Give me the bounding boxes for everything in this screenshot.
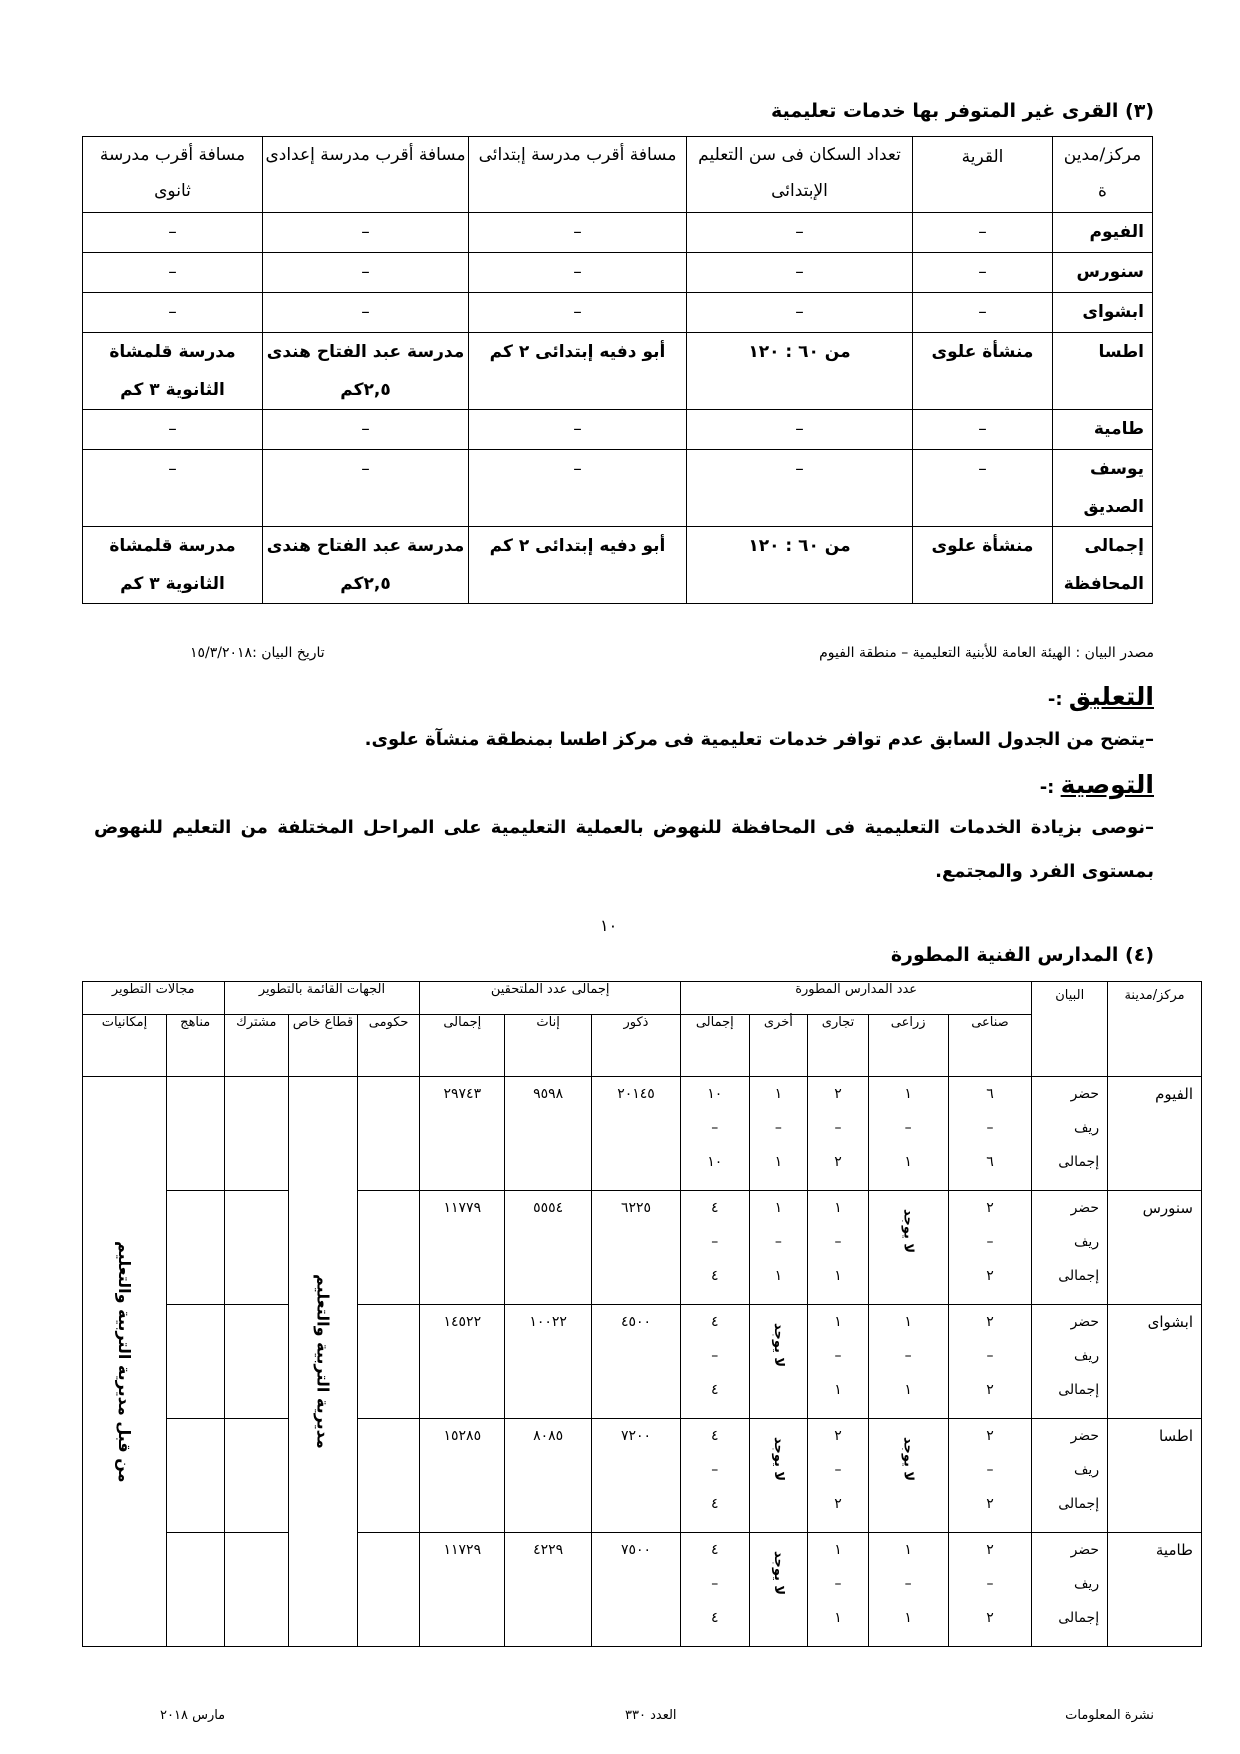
males-value: ٧٢٠٠: [620, 1428, 652, 1444]
females-cell: [505, 1305, 592, 1419]
industrial-cell: [948, 1077, 1032, 1191]
industrial-stack: [949, 1191, 1032, 1293]
col-government: حكومى: [357, 1015, 420, 1077]
commercial-value: ١: [834, 1382, 842, 1398]
city-cell: اطسا: [1053, 333, 1153, 410]
industrial-value: ٢: [986, 1314, 994, 1330]
males-cell: [592, 1305, 681, 1419]
males-value: ٦٢٢٥: [620, 1200, 652, 1216]
col-group-fields: مجالات التطوير: [83, 982, 225, 1015]
government-cell: [357, 1305, 420, 1419]
col-private: قطاع خاص: [289, 1015, 358, 1077]
village-cell: أبو دفيه إبتدائى ٢ كم: [469, 527, 687, 604]
joint-cell: [224, 1419, 289, 1533]
commercial-value: ٢: [834, 1496, 842, 1512]
village-cell: أبو دفيه إبتدائى ٢ كم: [469, 333, 687, 410]
other-cell: [749, 1077, 808, 1191]
village-cell: –: [469, 450, 687, 527]
village-cell: –: [469, 213, 687, 253]
total-stack: [681, 1533, 749, 1635]
comment-text: –يتضح من الجدول السابق عدم توافر خدمات تعليمية فى مركز اطسا بمنطقة منشآة علوى.: [364, 729, 1154, 750]
other-stack: [750, 1077, 808, 1179]
village-cell: من ٦٠ : ١٢٠: [687, 333, 913, 410]
students-total-cell: [420, 1305, 505, 1419]
col-header-population: تعداد السكان فى سن التعليم الإبتدائى: [687, 137, 913, 213]
industrial-value: ٢: [986, 1542, 994, 1558]
row-label: إجمالى: [1058, 1382, 1100, 1398]
other-value: –: [774, 1234, 782, 1250]
other-value: ١: [774, 1086, 783, 1102]
industrial-value: ٢: [986, 1610, 994, 1626]
row-label: إجمالى: [1058, 1268, 1100, 1284]
row-labels-cell: [1032, 1305, 1108, 1419]
row-label: ريف: [1073, 1120, 1100, 1136]
industrial-cell: [948, 1419, 1032, 1533]
other-value: ١: [774, 1154, 783, 1170]
col-data: البيان: [1032, 982, 1108, 1077]
village-cell: منشأة علوى: [913, 527, 1053, 604]
row-label: حضر: [1070, 1314, 1100, 1330]
commercial-stack: [808, 1077, 868, 1179]
not-found-label: لا يوجد: [770, 1323, 786, 1368]
total-value: ٤: [711, 1200, 719, 1216]
village-cell: –: [469, 410, 687, 450]
village-cell: –: [469, 293, 687, 333]
females-cell: [505, 1419, 592, 1533]
females-cell: [505, 1077, 592, 1191]
fields-vertical-label: من قبل مديرية التربية والتعليم: [114, 1240, 134, 1483]
commercial-value: –: [834, 1576, 842, 1592]
village-cell: –: [83, 450, 263, 527]
total-stack: [681, 1191, 749, 1293]
village-cell: –: [469, 253, 687, 293]
row-label: ريف: [1073, 1576, 1100, 1592]
col-group-students: إجمالى عدد الملتحقين: [420, 982, 681, 1015]
total-value: ٤: [711, 1382, 719, 1398]
village-cell: –: [687, 253, 913, 293]
city-name-cell: [1108, 1533, 1202, 1647]
students-total-value: ١٤٥٢٢: [443, 1314, 482, 1330]
col-males: ذكور: [592, 1015, 681, 1077]
not-found-label: لا يوجد: [770, 1437, 786, 1482]
footer-date: مارس ٢٠١٨: [160, 1708, 226, 1723]
village-cell: –: [913, 293, 1053, 333]
students-total-value: ١١٧٧٩: [443, 1200, 482, 1216]
industrial-value: –: [986, 1462, 994, 1478]
commercial-stack: [808, 1305, 868, 1407]
females-value: ٨٠٨٥: [533, 1428, 564, 1444]
males-value: ٢٠١٤٥: [617, 1086, 655, 1102]
city-cell: يوسف الصديق: [1053, 450, 1153, 527]
agricultural-cell: [868, 1191, 948, 1305]
city-row: [83, 1533, 1202, 1647]
industrial-value: –: [986, 1576, 994, 1592]
commercial-cell: [808, 1191, 869, 1305]
students-total-cell: [420, 1191, 505, 1305]
not-found-label: لا يوجد: [900, 1437, 916, 1482]
village-cell: –: [263, 410, 469, 450]
industrial-value: ٢: [986, 1382, 994, 1398]
industrial-value: –: [986, 1234, 994, 1250]
males-value: ٤٥٠٠: [620, 1314, 652, 1330]
students-total-value: ٢٩٧٤٣: [443, 1086, 482, 1102]
city-name: سنورس: [1142, 1199, 1193, 1217]
technical-schools-table: [82, 981, 1202, 1647]
total-value: –: [711, 1462, 719, 1478]
source-note: مصدر البيان : الهيئة العامة للأبنية التعليمية – منطقة الفيوم: [819, 645, 1154, 661]
total-value: ٤: [711, 1496, 719, 1512]
col-header-city: مركز/مدين ة: [1053, 137, 1153, 213]
col-commercial: تجارى: [808, 1015, 869, 1077]
joint-cell: [224, 1533, 289, 1647]
row-label: ريف: [1073, 1348, 1100, 1364]
other-value: –: [774, 1120, 782, 1136]
row-labels-cell: [1032, 1533, 1108, 1647]
village-cell: –: [913, 213, 1053, 253]
total-cell: [680, 1191, 749, 1305]
section4-title: (٤) المدارس الفنية المطورة: [890, 944, 1154, 966]
males-cell: [592, 1191, 681, 1305]
col-city: مركز/مدينة: [1108, 982, 1202, 1077]
females-value: ٩٥٩٨: [533, 1086, 564, 1102]
students-total-cell: [420, 1419, 505, 1533]
commercial-value: ٢: [834, 1428, 842, 1444]
page-number: ١٠: [600, 916, 618, 935]
industrial-value: ٢: [986, 1268, 994, 1284]
industrial-value: ٢: [986, 1496, 994, 1512]
village-cell: –: [83, 410, 263, 450]
capabilities-cell: [83, 1077, 167, 1647]
private-sector-cell: [289, 1077, 358, 1647]
industrial-value: –: [986, 1348, 994, 1364]
industrial-stack: [949, 1533, 1032, 1635]
total-value: ٤: [711, 1314, 719, 1330]
village-cell: –: [687, 450, 913, 527]
village-cell: –: [83, 213, 263, 253]
total-cell: [680, 1419, 749, 1533]
col-joint: مشترك: [224, 1015, 289, 1077]
joint-cell: [224, 1305, 289, 1419]
commercial-value: ٢: [834, 1154, 842, 1170]
row-label: حضر: [1070, 1428, 1100, 1444]
students-total-value: ١٥٢٨٥: [443, 1428, 482, 1444]
other-value: ١: [774, 1268, 783, 1284]
total-value: ٤: [711, 1610, 719, 1626]
agricultural-cell: [868, 1077, 948, 1191]
curricula-cell: [166, 1419, 224, 1533]
comment-heading: التعليق :-: [1047, 682, 1154, 711]
industrial-value: ٦: [986, 1154, 994, 1170]
males-cell: [592, 1077, 681, 1191]
villages-table: [82, 136, 1153, 604]
curricula-cell: [166, 1533, 224, 1647]
city-name-cell: [1108, 1191, 1202, 1305]
village-row: [83, 410, 1153, 450]
city-row: [83, 1191, 1202, 1305]
city-row: [83, 1305, 1202, 1419]
village-cell: مدرسة عبد الفتاح هندى ٢,٥كم: [263, 527, 469, 604]
commercial-value: ١: [834, 1542, 842, 1558]
other-cell: [749, 1191, 808, 1305]
village-row: [83, 213, 1153, 253]
commercial-cell: [808, 1077, 869, 1191]
other-stack: [750, 1191, 808, 1293]
total-stack: [681, 1077, 749, 1179]
females-value: ٤٢٢٩: [533, 1542, 564, 1558]
industrial-stack: [949, 1077, 1032, 1179]
commercial-cell: [808, 1533, 869, 1647]
col-group-bodies: الجهات القائمة بالتطوير: [224, 982, 420, 1015]
agricultural-value: ١: [904, 1542, 912, 1558]
total-stack: [681, 1305, 749, 1407]
total-value: ١٠: [707, 1154, 723, 1170]
agricultural-value: ١: [904, 1610, 912, 1626]
col-students-total: إجمالى: [420, 1015, 505, 1077]
industrial-cell: [948, 1305, 1032, 1419]
col-header-village: القرية: [913, 137, 1053, 213]
females-cell: [505, 1533, 592, 1647]
col-schools-total: إجمالى: [680, 1015, 749, 1077]
row-label: ريف: [1073, 1462, 1100, 1478]
total-cell: [680, 1533, 749, 1647]
curricula-cell: [166, 1077, 224, 1191]
section3-title: (٣) القرى غير المتوفر بها خدمات تعليمية: [771, 100, 1154, 122]
village-cell: مدرسة عبد الفتاح هندى ٢,٥كم: [263, 333, 469, 410]
government-cell: [357, 1419, 420, 1533]
agricultural-cell: [868, 1419, 948, 1533]
total-value: ١٠: [707, 1086, 723, 1102]
commercial-value: ١: [834, 1200, 842, 1216]
col-other: أخرى: [749, 1015, 808, 1077]
village-cell: –: [687, 293, 913, 333]
total-value: –: [711, 1348, 719, 1364]
total-cell: [680, 1305, 749, 1419]
agricultural-value: ١: [904, 1314, 912, 1330]
commercial-value: ١: [834, 1268, 842, 1284]
recommendation-heading: التوصية :-: [1039, 770, 1154, 799]
city-name-cell: [1108, 1419, 1202, 1533]
industrial-value: –: [986, 1120, 994, 1136]
total-stack: [681, 1419, 749, 1521]
other-value: ١: [774, 1200, 783, 1216]
government-cell: [357, 1533, 420, 1647]
commercial-value: –: [834, 1462, 842, 1478]
total-value: –: [711, 1234, 719, 1250]
females-value: ٥٥٥٤: [533, 1200, 564, 1216]
agricultural-value: ١: [904, 1086, 912, 1102]
industrial-value: ٦: [986, 1086, 994, 1102]
agricultural-value: ١: [904, 1154, 912, 1170]
row-label: إجمالى: [1058, 1154, 1100, 1170]
agricultural-value: ١: [904, 1382, 912, 1398]
village-row: [83, 253, 1153, 293]
row-label: حضر: [1070, 1200, 1100, 1216]
footer-publication: نشرة المعلومات: [1065, 1708, 1154, 1723]
commercial-stack: [808, 1419, 868, 1521]
village-cell: من ٦٠ : ١٢٠: [687, 527, 913, 604]
row-label: إجمالى: [1058, 1496, 1100, 1512]
agricultural-stack: [869, 1533, 948, 1635]
village-cell: –: [263, 253, 469, 293]
village-row: [83, 333, 1153, 410]
village-row: [83, 293, 1153, 333]
village-cell: –: [263, 293, 469, 333]
total-value: –: [711, 1120, 719, 1136]
village-row: [83, 527, 1153, 604]
agricultural-stack: [869, 1077, 948, 1179]
village-cell: –: [83, 253, 263, 293]
city-name: ابشواى: [1147, 1313, 1193, 1331]
males-cell: [592, 1533, 681, 1647]
not-found-label: لا يوجد: [770, 1551, 786, 1596]
commercial-value: –: [834, 1348, 842, 1364]
city-name: طامية: [1155, 1541, 1193, 1559]
students-total-cell: [420, 1077, 505, 1191]
col-capabilities: إمكانيات: [83, 1015, 167, 1077]
government-cell: [357, 1077, 420, 1191]
other-cell: [749, 1305, 808, 1419]
females-cell: [505, 1191, 592, 1305]
industrial-stack: [949, 1305, 1032, 1407]
row-labels-cell: [1032, 1191, 1108, 1305]
village-cell: مدرسة قلمشاة الثانوية ٣ كم: [83, 527, 263, 604]
other-cell: [749, 1533, 808, 1647]
agricultural-value: –: [904, 1120, 912, 1136]
industrial-cell: [948, 1191, 1032, 1305]
row-labels-cell: [1032, 1419, 1108, 1533]
village-row: [83, 450, 1153, 527]
total-value: ٤: [711, 1428, 719, 1444]
col-header-preparatory: مسافة أقرب مدرسة إعدادى: [263, 137, 469, 213]
commercial-cell: [808, 1419, 869, 1533]
commercial-value: ٢: [834, 1086, 842, 1102]
curricula-cell: [166, 1305, 224, 1419]
total-value: –: [711, 1576, 719, 1592]
col-header-primary: مسافة أقرب مدرسة إبتدائى: [469, 137, 687, 213]
row-label: إجمالى: [1058, 1610, 1100, 1626]
village-cell: –: [913, 253, 1053, 293]
col-agricultural: زراعى: [868, 1015, 948, 1077]
village-cell: –: [687, 213, 913, 253]
city-row: [83, 1077, 1202, 1191]
col-curricula: مناهج: [166, 1015, 224, 1077]
row-label: حضر: [1070, 1086, 1100, 1102]
commercial-value: –: [834, 1120, 842, 1136]
commercial-stack: [808, 1191, 868, 1293]
government-cell: [357, 1191, 420, 1305]
industrial-cell: [948, 1533, 1032, 1647]
date-note: تاريخ البيان :١٥/٣/٢٠١٨: [190, 645, 325, 661]
agricultural-value: –: [904, 1576, 912, 1592]
industrial-stack: [949, 1419, 1032, 1521]
village-cell: –: [263, 450, 469, 527]
city-name-cell: [1108, 1305, 1202, 1419]
recommendation-text: –نوصى بزيادة الخدمات التعليمية فى المحافظة للنهوض بالعملية التعليمية على المراحل المختلفة من التعليم للنهوض بمستوى الفرد والمجتمع.: [94, 817, 1154, 882]
agricultural-cell: [868, 1305, 948, 1419]
footer-issue: العدد ٣٣٠: [625, 1708, 677, 1723]
commercial-value: ١: [834, 1610, 842, 1626]
students-total-value: ١١٧٢٩: [443, 1542, 482, 1558]
students-total-cell: [420, 1533, 505, 1647]
col-header-secondary: مسافة أقرب مدرسة ثانوى: [83, 137, 263, 213]
total-value: ٤: [711, 1268, 719, 1284]
city-cell: الفيوم: [1053, 213, 1153, 253]
total-cell: [680, 1077, 749, 1191]
total-value: ٤: [711, 1542, 719, 1558]
commercial-value: ١: [834, 1314, 842, 1330]
commercial-value: –: [834, 1234, 842, 1250]
commercial-stack: [808, 1533, 868, 1635]
city-cell: ابشواى: [1053, 293, 1153, 333]
industrial-value: ٢: [986, 1200, 994, 1216]
col-group-schools: عدد المدارس المطورة: [680, 982, 1031, 1015]
city-name: الفيوم: [1155, 1085, 1193, 1103]
bodies-vertical-label: مديرية التربية والتعليم: [313, 1274, 333, 1449]
joint-cell: [224, 1077, 289, 1191]
city-row: [83, 1419, 1202, 1533]
city-cell: سنورس: [1053, 253, 1153, 293]
row-label: ريف: [1073, 1234, 1100, 1250]
village-cell: –: [83, 293, 263, 333]
city-cell: إجمالى المحافظة: [1053, 527, 1153, 604]
village-cell: منشأة علوى: [913, 333, 1053, 410]
commercial-cell: [808, 1305, 869, 1419]
males-cell: [592, 1419, 681, 1533]
females-value: ١٠٠٢٢: [529, 1314, 567, 1330]
agricultural-stack: [869, 1305, 948, 1407]
not-found-label: لا يوجد: [900, 1209, 916, 1254]
row-labels-cell: [1032, 1077, 1108, 1191]
col-industrial: صناعى: [948, 1015, 1032, 1077]
village-cell: –: [913, 450, 1053, 527]
city-name: اطسا: [1158, 1427, 1193, 1445]
village-cell: –: [263, 213, 469, 253]
village-cell: –: [687, 410, 913, 450]
agricultural-cell: [868, 1533, 948, 1647]
curricula-cell: [166, 1191, 224, 1305]
other-cell: [749, 1419, 808, 1533]
joint-cell: [224, 1191, 289, 1305]
city-cell: طامية: [1053, 410, 1153, 450]
col-females: إناث: [505, 1015, 592, 1077]
industrial-value: ٢: [986, 1428, 994, 1444]
row-label: حضر: [1070, 1542, 1100, 1558]
agricultural-value: –: [904, 1348, 912, 1364]
village-cell: –: [913, 410, 1053, 450]
city-name-cell: [1108, 1077, 1202, 1191]
males-value: ٧٥٠٠: [620, 1542, 652, 1558]
village-cell: مدرسة قلمشاة الثانوية ٣ كم: [83, 333, 263, 410]
